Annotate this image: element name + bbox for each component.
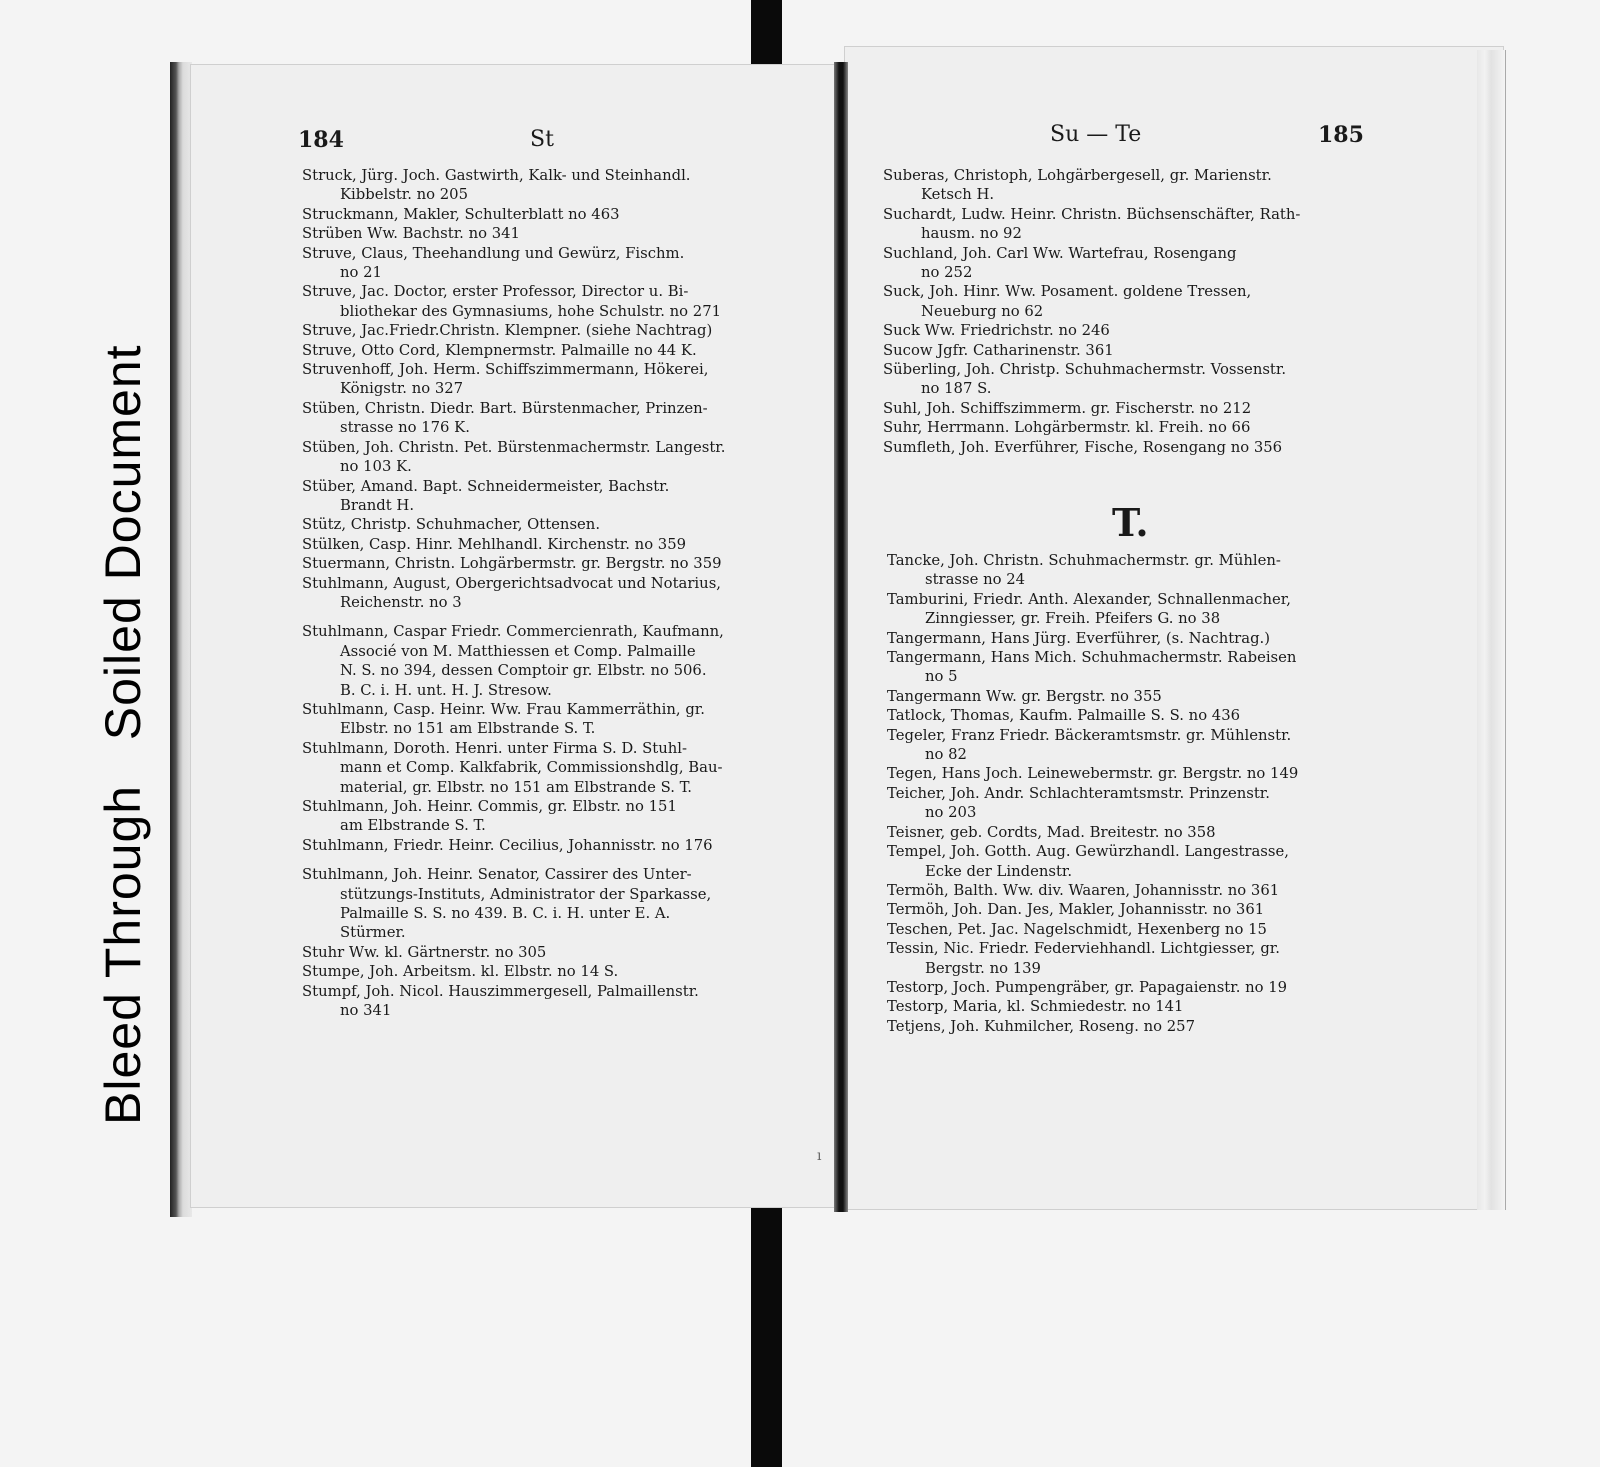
entry-first-line: Süberling, Joh. Christp. Schuhmachermstr. Vossenstr. <box>883 361 1287 379</box>
directory-entry <box>302 865 725 943</box>
entry-continuation-line: material, gr. Elbstr. no 151 am Elbstrande S. T. <box>340 778 693 796</box>
entry-continuation-line: strasse no 24 <box>925 571 1026 589</box>
directory-entry <box>883 399 1300 418</box>
entry-first-line: Stüber, Amand. Bapt. Schneidermeister, Bachstr. <box>302 477 670 495</box>
entry-continuation-line: no 341 <box>340 1002 392 1020</box>
entry-first-line: Stütz, Christp. Schuhmacher, Ottensen. <box>302 516 601 534</box>
entry-continuation-line: mann et Comp. Kalkfabrik, Commissionshdlg, Bau- <box>340 759 723 777</box>
document-label: Bleed Through Soiled Document <box>95 344 151 1125</box>
right-page-number: 185 <box>1318 122 1364 148</box>
entry-continuation-line: Königstr. no 327 <box>340 380 464 398</box>
entry-first-line: Stuermann, Christn. Lohgärbermstr. gr. Bergstr. no 359 <box>302 555 722 573</box>
directory-entry <box>302 224 725 243</box>
entry-continuation-line: stützungs-Instituts, Administrator der Sparkasse, <box>340 885 712 903</box>
entry-continuation-line: strasse no 176 K. <box>340 419 470 437</box>
entry-continuation-line: am Elbstrande S. T. <box>340 817 486 835</box>
entry-first-line: Struve, Jac.Friedr.Christn. Klempner. (siehe Nachtrag) <box>302 322 713 340</box>
entry-first-line: Sucow Jgfr. Catharinenstr. 361 <box>883 341 1114 359</box>
directory-entry <box>883 418 1300 437</box>
directory-entry <box>302 515 725 534</box>
directory-entry <box>887 590 1298 629</box>
directory-entry <box>887 978 1298 997</box>
entry-continuation-line: no 103 K. <box>340 458 412 476</box>
entry-first-line: Tetjens, Joh. Kuhmilcher, Roseng. no 257 <box>887 1017 1195 1035</box>
directory-entry <box>883 166 1300 205</box>
directory-entry <box>302 282 725 321</box>
directory-entry <box>887 629 1298 648</box>
directory-entry <box>887 920 1298 939</box>
directory-entry <box>302 962 725 981</box>
entry-first-line: Stuhlmann, Joh. Heinr. Senator, Cassirer des Unter- <box>302 866 692 884</box>
entry-first-line: Teicher, Joh. Andr. Schlachteramtsmstr. Prinzenstr. <box>887 784 1270 802</box>
entry-continuation-line: Kibbelstr. no 205 <box>340 186 468 204</box>
entry-first-line: Termöh, Balth. Ww. div. Waaren, Johannisstr. no 361 <box>887 881 1280 899</box>
entry-continuation-line: Neueburg no 62 <box>921 302 1044 320</box>
entry-first-line: Tessin, Nic. Friedr. Federviehhandl. Lichtgiesser, gr. <box>887 940 1280 958</box>
entry-spacer <box>302 855 725 865</box>
directory-entry <box>887 900 1298 919</box>
directory-entry <box>302 166 725 205</box>
directory-entry <box>302 438 725 477</box>
directory-entry <box>302 244 725 283</box>
entry-first-line: Suck Ww. Friedrichstr. no 246 <box>883 322 1110 340</box>
directory-entry <box>302 321 725 340</box>
entry-first-line: Struve, Jac. Doctor, erster Professor, Director u. Bi- <box>302 283 689 301</box>
directory-entry <box>887 784 1298 823</box>
directory-entry <box>302 360 725 399</box>
directory-entry <box>887 881 1298 900</box>
entry-first-line: Stuhlmann, Caspar Friedr. Commercienrath, Kaufmann, <box>302 623 724 641</box>
entry-first-line: Teisner, geb. Cordts, Mad. Breitestr. no 358 <box>887 823 1216 841</box>
directory-entry <box>302 535 725 554</box>
entry-continuation-line: B. C. i. H. unt. H. J. Stresow. <box>340 681 552 699</box>
entry-first-line: Struck, Jürg. Joch. Gastwirth, Kalk- und Steinhandl. <box>302 167 691 184</box>
directory-entry <box>887 648 1298 687</box>
directory-entry <box>302 622 725 700</box>
directory-entry <box>302 836 725 855</box>
directory-entry <box>887 551 1298 590</box>
directory-entry <box>887 823 1298 842</box>
entry-first-line: Suhr, Herrmann. Lohgärbermstr. kl. Freih. no 66 <box>883 419 1251 437</box>
entry-first-line: Tangermann Ww. gr. Bergstr. no 355 <box>887 687 1162 705</box>
directory-entry <box>302 739 725 797</box>
directory-entry <box>883 438 1300 457</box>
directory-entry <box>887 1017 1298 1036</box>
entry-first-line: Tempel, Joh. Gotth. Aug. Gewürzhandl. Langestrasse, <box>887 843 1289 861</box>
directory-entry <box>302 700 725 739</box>
scanner-strip-top <box>751 0 782 64</box>
entry-first-line: Strüben Ww. Bachstr. no 341 <box>302 225 520 243</box>
entry-first-line: Suck, Joh. Hinr. Ww. Posament. goldene Tressen, <box>883 283 1252 301</box>
entry-first-line: Suberas, Christoph, Lohgärbergesell, gr. Marienstr. <box>883 167 1272 184</box>
directory-entry <box>887 764 1298 783</box>
entry-continuation-line: bliothekar des Gymnasiums, hohe Schulstr. no 271 <box>340 302 722 320</box>
directory-entry <box>883 341 1300 360</box>
directory-entry <box>883 282 1300 321</box>
entry-continuation-line: no 187 S. <box>921 380 992 398</box>
directory-entry <box>887 997 1298 1016</box>
entry-continuation-line: Associé von M. Matthiessen et Comp. Palmaille <box>340 642 696 660</box>
entry-first-line: Stuhlmann, Casp. Heinr. Ww. Frau Kammerräthin, gr. <box>302 700 705 718</box>
entry-continuation-line: hausm. no 92 <box>921 225 1022 243</box>
directory-entry <box>887 706 1298 725</box>
right-page-section: Su — Te <box>1050 122 1142 147</box>
entry-first-line: Sumfleth, Joh. Everführer, Fische, Rosengang no 356 <box>883 438 1283 456</box>
directory-entry <box>302 982 725 1021</box>
entry-first-line: Stüben, Joh. Christn. Pet. Bürstenmachermstr. Langestr. <box>302 438 726 456</box>
entry-first-line: Struvenhoff, Joh. Herm. Schiffszimmermann, Hökerei, <box>302 361 709 379</box>
entry-first-line: Testorp, Joch. Pumpengräber, gr. Papagaienstr. no 19 <box>887 978 1288 996</box>
entry-first-line: Tegen, Hans Joch. Leinewebermstr. gr. Bergstr. no 149 <box>887 765 1299 783</box>
entry-spacer <box>302 612 725 622</box>
directory-entry <box>883 321 1300 340</box>
page-mark: ı <box>817 1148 822 1164</box>
entry-first-line: Tegeler, Franz Friedr. Bäckeramtsmstr. gr. Mühlenstr. <box>887 726 1292 744</box>
directory-entry <box>887 726 1298 765</box>
entry-first-line: Stuhlmann, August, Obergerichtsadvocat und Notarius, <box>302 574 721 592</box>
directory-entry <box>883 244 1300 283</box>
left-page-number: 184 <box>298 127 344 153</box>
left-page-section: St <box>530 127 554 152</box>
entry-first-line: Stuhlmann, Friedr. Heinr. Cecilius, Johannisstr. no 176 <box>302 836 713 854</box>
entry-continuation-line: Reichenstr. no 3 <box>340 593 462 611</box>
directory-entry <box>302 205 725 224</box>
entry-continuation-line: no 5 <box>925 668 958 686</box>
entry-first-line: Stuhr Ww. kl. Gärtnerstr. no 305 <box>302 943 547 961</box>
entry-continuation-line: no 21 <box>340 264 382 282</box>
directory-entry <box>302 399 725 438</box>
entry-first-line: Termöh, Joh. Dan. Jes, Makler, Johannisstr. no 361 <box>887 901 1265 919</box>
entry-first-line: Tatlock, Thomas, Kaufm. Palmaille S. S. no 436 <box>887 707 1241 725</box>
entry-continuation-line: Elbstr. no 151 am Elbstrande S. T. <box>340 720 596 738</box>
entry-first-line: Suchland, Joh. Carl Ww. Wartefrau, Rosengang <box>883 244 1237 262</box>
entry-first-line: Tangermann, Hans Mich. Schuhmachermstr. Rabeisen <box>887 649 1297 667</box>
entry-first-line: Struve, Otto Cord, Klempnermstr. Palmaille no 44 K. <box>302 341 697 359</box>
entry-first-line: Stuhlmann, Doroth. Henri. unter Firma S. D. Stuhl- <box>302 739 688 757</box>
directory-entry <box>302 554 725 573</box>
entry-first-line: Stuhlmann, Joh. Heinr. Commis, gr. Elbstr. no 151 <box>302 798 677 815</box>
left-entries <box>302 166 725 1020</box>
entry-first-line: Stumpf, Joh. Nicol. Hauszimmergesell, Palmaillenstr. <box>302 982 699 1000</box>
directory-entry <box>883 360 1300 399</box>
entry-continuation-line: Palmaille S. S. no 439. B. C. i. H. unter E. A. <box>340 905 671 923</box>
right-entries-su <box>883 166 1300 457</box>
letter-heading: T. <box>1112 500 1149 545</box>
entry-first-line: Teschen, Pet. Jac. Nagelschmidt, Hexenberg no 15 <box>887 920 1267 938</box>
directory-entry <box>302 477 725 516</box>
entry-first-line: Stumpe, Joh. Arbeitsm. kl. Elbstr. no 14 S. <box>302 963 619 981</box>
directory-entry <box>883 205 1300 244</box>
entry-first-line: Tamburini, Friedr. Anth. Alexander, Schnallenmacher, <box>887 590 1291 608</box>
page-stack-edge <box>1477 50 1506 1210</box>
entry-first-line: Testorp, Maria, kl. Schmiedestr. no 141 <box>887 998 1184 1016</box>
entry-continuation-line: Bergstr. no 139 <box>925 959 1041 977</box>
entry-first-line: Suhl, Joh. Schiffszimmerm. gr. Fischerstr. no 212 <box>883 399 1252 417</box>
directory-entry <box>887 842 1298 881</box>
entry-continuation-line: Ecke der Lindenstr. <box>925 862 1073 880</box>
entry-continuation-line: Stürmer. <box>340 924 406 942</box>
entry-continuation-line: Zinngiesser, gr. Freih. Pfeifers G. no 38 <box>925 610 1221 628</box>
entry-continuation-line: no 252 <box>921 264 973 282</box>
scanner-strip-bottom <box>751 1193 782 1467</box>
entry-first-line: Tangermann, Hans Jürg. Everführer, (s. Nachtrag.) <box>887 629 1271 647</box>
entry-continuation-line: no 82 <box>925 746 967 764</box>
right-entries-t <box>887 551 1298 1036</box>
directory-entry <box>302 574 725 613</box>
entry-first-line: Tancke, Joh. Christn. Schuhmachermstr. gr. Mühlen- <box>887 552 1281 569</box>
entry-continuation-line: Ketsch H. <box>921 186 995 204</box>
directory-entry <box>302 341 725 360</box>
directory-entry <box>887 939 1298 978</box>
entry-continuation-line: Brandt H. <box>340 496 415 514</box>
book-gutter <box>834 62 848 1212</box>
entry-continuation-line: N. S. no 394, dessen Comptoir gr. Elbstr. no 506. <box>340 662 707 680</box>
directory-entry <box>887 687 1298 706</box>
book-spine-edge <box>170 62 192 1217</box>
entry-first-line: Struckmann, Makler, Schulterblatt no 463 <box>302 205 620 223</box>
directory-entry <box>302 943 725 962</box>
entry-first-line: Stülken, Casp. Hinr. Mehlhandl. Kirchenstr. no 359 <box>302 535 687 553</box>
directory-entry <box>302 797 725 836</box>
entry-continuation-line: no 203 <box>925 804 977 822</box>
entry-first-line: Struve, Claus, Theehandlung und Gewürz, Fischm. <box>302 244 685 262</box>
entry-first-line: Suchardt, Ludw. Heinr. Christn. Büchsenschäfter, Rath- <box>883 205 1301 223</box>
entry-first-line: Stüben, Christn. Diedr. Bart. Bürstenmacher, Prinzen- <box>302 399 708 417</box>
